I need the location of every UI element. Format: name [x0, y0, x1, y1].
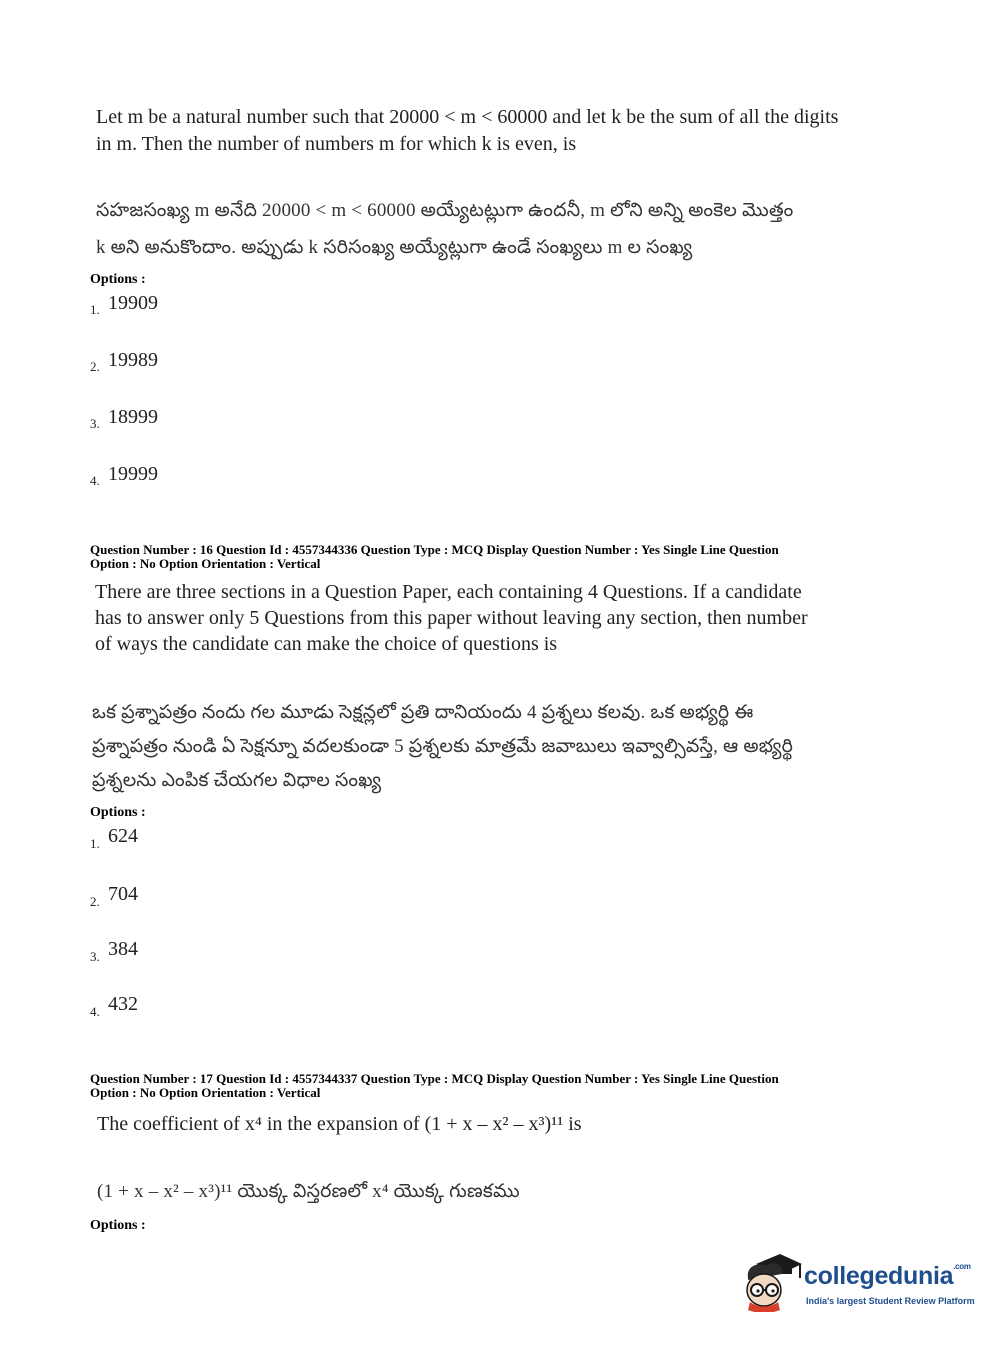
- option-value: 18999: [108, 406, 158, 428]
- q17-meta-line-1: Question Number : 17 Question Id : 4557344337 Question Type : MCQ Display Question Number : Yes Single Line Question: [90, 1071, 779, 1086]
- q16-meta-line-1: Question Number : 16 Question Id : 4557344336 Question Type : MCQ Display Question Number : Yes Single Line Question: [90, 542, 779, 557]
- q15-telugu-line-1: సహజసంఖ్య m అనేది 20000 < m < 60000 అయ్యేటట్లుగా ఉందనీ, m లోని అన్ని అంకెల మొత్తం: [96, 200, 794, 221]
- option-value: 19999: [108, 463, 158, 485]
- option-value: 384: [108, 938, 138, 960]
- option-number: 1.: [90, 302, 100, 317]
- option-number: 2.: [90, 359, 100, 374]
- q16-english-line-2: has to answer only 5 Questions from this paper without leaving any section, then number: [95, 607, 808, 629]
- option-value: 19909: [108, 292, 158, 314]
- q15-english-line-1: Let m be a natural number such that 20000 < m < 60000 and let k be the sum of all the digits: [96, 106, 839, 128]
- q17-telugu-line: (1 + x – x² – x³)¹¹ యొక్క విస్తరణలో x⁴ యొక్క గుణకము: [97, 1181, 520, 1202]
- logo-tagline: India's largest Student Review Platform: [806, 1296, 975, 1306]
- option-number: 3.: [90, 416, 100, 431]
- q17-meta-line-2: Option : No Option Orientation : Vertical: [90, 1085, 321, 1100]
- option-number: 4.: [90, 1004, 100, 1019]
- q16-options-label: Options :: [90, 805, 146, 820]
- collegedunia-logo: [742, 1250, 975, 1314]
- q16-telugu-line-2: ప్రశ్నాపత్రం నుండి ఏ సెక్షన్నూ వదలకుండా 5 ప్రశ్నలకు మాత్రమే జవాబులు ఇవ్వాల్సివస్తే, ఆ అభ్యర్థి: [92, 736, 794, 757]
- q16-english-line-1: There are three sections in a Question Paper, each containing 4 Questions. If a candidate: [95, 581, 802, 603]
- option-number: 3.: [90, 949, 100, 964]
- option-number: 4.: [90, 473, 100, 488]
- option-value: 19989: [108, 349, 158, 371]
- option-value: 704: [108, 883, 138, 905]
- q16-telugu-line-3: ప్రశ్నలను ఎంపిక చేయగల విధాల సంఖ్య: [92, 770, 382, 791]
- logo-name: collegedunia: [804, 1262, 954, 1290]
- mascot-icon: [742, 1250, 804, 1312]
- q17-options-label: Options :: [90, 1218, 146, 1233]
- logo-com: .com: [953, 1262, 971, 1271]
- option-value: 432: [108, 993, 138, 1015]
- q17-english-line: The coefficient of x⁴ in the expansion of (1 + x – x² – x³)¹¹ is: [97, 1113, 582, 1135]
- q15-options-label: Options :: [90, 272, 146, 287]
- q16-meta-line-2: Option : No Option Orientation : Vertical: [90, 556, 321, 571]
- option-number: 1.: [90, 836, 100, 851]
- q15-telugu-line-2: k అని అనుకొందాం. అప్పుడు k సరిసంఖ్య అయ్యేట్లుగా ఉండే సంఖ్యలు m ల సంఖ్య: [96, 237, 693, 258]
- option-number: 2.: [90, 894, 100, 909]
- q15-english-line-2: in m. Then the number of numbers m for which k is even, is: [96, 133, 577, 155]
- option-value: 624: [108, 825, 138, 847]
- q16-telugu-line-1: ఒక ప్రశ్నాపత్రం నందు గల మూడు సెక్షన్లలో ప్రతి దానియందు 4 ప్రశ్నలు కలవు. ఒక అభ్యర్థి ఈ: [92, 702, 754, 723]
- q16-english-line-3: of ways the candidate can make the choice of questions is: [95, 633, 558, 655]
